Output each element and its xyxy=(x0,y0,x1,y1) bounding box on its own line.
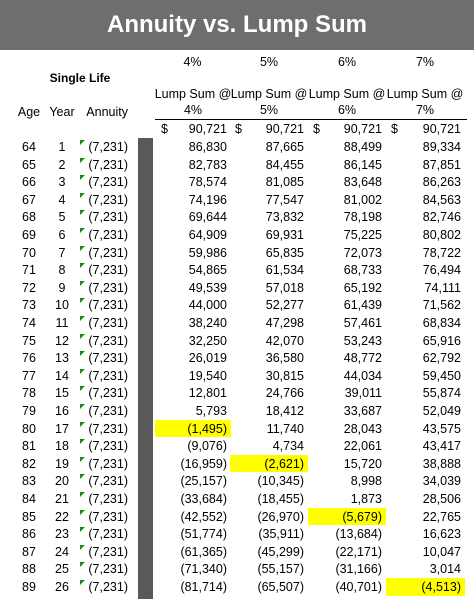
year-cell: 22 xyxy=(55,509,69,524)
lump-sum-value-cell: 54,865 xyxy=(188,263,227,278)
lump-sum-value-cell: (1,495) xyxy=(187,421,227,436)
lump-sum-value-cell: 64,909 xyxy=(188,228,227,242)
lump-sum-value-cell: 78,722 xyxy=(422,245,461,260)
lump-sum-value-cell: 8,998 xyxy=(350,474,382,489)
lump-sum-value-cell: 76,494 xyxy=(422,263,461,278)
year-cell: 19 xyxy=(55,456,69,471)
annuity-cell: (7,231) xyxy=(88,280,128,295)
lump-sum-value-cell: 84,455 xyxy=(265,157,304,172)
age-cell: 73 xyxy=(22,298,36,313)
annuity-cell: (7,231) xyxy=(88,456,128,471)
currency-4: $ xyxy=(161,122,168,136)
lump-sum-value-cell: 10,047 xyxy=(422,544,461,559)
annuity-cell: (7,231) xyxy=(88,333,128,348)
year-cell: 20 xyxy=(55,474,69,489)
lump-sum-value-cell: 1,873 xyxy=(350,492,382,506)
lump-sum-value-cell: 49,539 xyxy=(188,280,227,295)
lump-sum-value-cell: 83,648 xyxy=(343,175,382,190)
lump-sum-value-cell: (22,171) xyxy=(335,544,382,559)
year-cell: 25 xyxy=(55,562,69,577)
age-cell: 82 xyxy=(22,456,36,471)
lump-sum-value-cell: (45,299) xyxy=(257,544,304,559)
year-cell: 17 xyxy=(55,421,69,436)
lump-sum-value-cell: 47,298 xyxy=(265,316,304,330)
lump-sum-value-cell: 59,986 xyxy=(188,245,227,260)
lump-sum-value-cell: 65,192 xyxy=(343,280,382,295)
lump-sum-value-cell: 87,665 xyxy=(265,140,304,154)
lump-sum-value-cell: (55,157) xyxy=(257,562,304,577)
age-cell: 83 xyxy=(22,474,36,489)
age-cell: 75 xyxy=(22,333,36,348)
year-cell: 12 xyxy=(55,333,69,348)
annuity-cell: (7,231) xyxy=(88,474,128,489)
year-cell: 16 xyxy=(55,404,69,418)
lump-header-6-line1: Lump Sum @ xyxy=(308,87,386,101)
lump-sum-value-cell: 4,734 xyxy=(272,439,304,454)
lump-sum-value-cell: 84,563 xyxy=(422,192,461,207)
lump-sum-value-cell: 22,765 xyxy=(422,509,461,524)
lump-sum-value-cell: (81,714) xyxy=(180,580,227,594)
lump-sum-value-cell: 87,851 xyxy=(422,157,461,172)
lump-sum-value-cell: (40,701) xyxy=(335,580,382,594)
lump-sum-value-cell: (16,959) xyxy=(180,456,227,471)
lump-sum-value-cell: 61,439 xyxy=(343,298,382,313)
year-cell: 14 xyxy=(55,368,69,383)
lump-sum-value-cell: 28,506 xyxy=(422,492,461,506)
lump-sum-value-cell: 18,412 xyxy=(265,404,304,418)
single-life-label: Single Life xyxy=(49,71,111,85)
annuity-cell: (7,231) xyxy=(88,228,128,242)
lump-amount-6: 90,721 xyxy=(343,122,382,136)
age-cell: 72 xyxy=(22,280,36,295)
age-cell: 76 xyxy=(22,351,36,366)
year-cell: 9 xyxy=(58,280,66,295)
lump-sum-value-cell: 33,687 xyxy=(343,404,382,418)
lump-sum-value-cell: 80,802 xyxy=(422,228,461,242)
lump-header-4-line2: 4% xyxy=(183,103,203,117)
lump-sum-value-cell: 38,888 xyxy=(422,456,461,471)
annuity-cell: (7,231) xyxy=(88,562,128,577)
lump-sum-value-cell: 30,815 xyxy=(265,368,304,383)
lump-amount-5: 90,721 xyxy=(265,122,304,136)
currency-7: $ xyxy=(391,122,398,136)
age-cell: 70 xyxy=(22,245,36,260)
lump-sum-value-cell: (25,157) xyxy=(180,474,227,489)
lump-sum-value-cell: (26,970) xyxy=(257,509,304,524)
lump-sum-value-cell: 68,733 xyxy=(343,263,382,278)
age-cell: 71 xyxy=(22,263,36,278)
lump-sum-value-cell: (10,345) xyxy=(257,474,304,489)
lump-sum-value-cell: (33,684) xyxy=(180,492,227,506)
year-header: Year xyxy=(49,105,75,119)
lump-sum-value-cell: 48,772 xyxy=(343,351,382,366)
lump-sum-value-cell: 89,334 xyxy=(422,140,461,154)
year-cell: 3 xyxy=(58,175,66,190)
lump-sum-value-cell: 22,061 xyxy=(343,439,382,454)
annuity-header: Annuity xyxy=(86,105,128,119)
lump-sum-value-cell: (2,621) xyxy=(264,456,304,471)
lump-header-4-line1: Lump Sum @ xyxy=(154,87,232,101)
lump-sum-value-cell: 61,534 xyxy=(265,263,304,278)
lump-header-7-line2: 7% xyxy=(415,103,435,117)
lump-sum-value-cell: 72,073 xyxy=(343,245,382,260)
annuity-cell: (7,231) xyxy=(88,157,128,172)
annuity-cell: (7,231) xyxy=(88,245,128,260)
lump-sum-value-cell: 32,250 xyxy=(188,333,227,348)
lump-sum-value-cell: 42,070 xyxy=(265,333,304,348)
lump-sum-value-cell: 12,801 xyxy=(188,386,227,401)
header-underline xyxy=(155,119,467,120)
lump-sum-value-cell: 26,019 xyxy=(188,351,227,366)
lump-sum-value-cell: 73,832 xyxy=(265,210,304,225)
age-cell: 87 xyxy=(22,544,36,559)
age-cell: 68 xyxy=(22,210,36,225)
age-cell: 67 xyxy=(22,192,36,207)
lump-sum-value-cell: 44,034 xyxy=(343,368,382,383)
lump-sum-value-cell: 57,018 xyxy=(265,280,304,295)
lump-sum-value-cell: 52,049 xyxy=(422,404,461,418)
lump-sum-value-cell: 28,043 xyxy=(343,421,382,436)
lump-sum-value-cell: (35,911) xyxy=(258,527,304,542)
annuity-cell: (7,231) xyxy=(88,439,128,454)
year-cell: 26 xyxy=(55,580,69,594)
lump-sum-value-cell: (4,513) xyxy=(421,580,461,594)
lump-sum-value-cell: (42,552) xyxy=(180,509,227,524)
lump-header-7-line1: Lump Sum @ xyxy=(386,87,464,101)
lump-sum-value-cell: 16,623 xyxy=(422,527,461,542)
page-title: Annuity vs. Lump Sum xyxy=(106,11,367,38)
rate-label-5: 5% xyxy=(259,55,279,69)
lump-sum-value-cell: 68,834 xyxy=(422,316,461,330)
lump-sum-value-cell: 57,461 xyxy=(343,316,382,330)
age-header: Age xyxy=(17,105,41,119)
age-cell: 84 xyxy=(22,492,36,506)
age-cell: 86 xyxy=(22,527,36,542)
age-cell: 78 xyxy=(22,386,36,401)
separator-column xyxy=(138,138,153,599)
lump-sum-value-cell: (13,684) xyxy=(335,527,382,542)
rate-label-4: 4% xyxy=(183,55,202,69)
year-cell: 4 xyxy=(58,192,66,207)
year-cell: 21 xyxy=(55,492,69,506)
lump-sum-value-cell: (18,455) xyxy=(257,492,304,506)
lump-sum-value-cell: 52,277 xyxy=(265,298,304,313)
lump-sum-value-cell: 38,240 xyxy=(188,316,227,330)
lump-sum-value-cell: 39,011 xyxy=(344,386,382,401)
annuity-cell: (7,231) xyxy=(88,368,128,383)
lump-sum-value-cell: (51,774) xyxy=(180,527,227,542)
age-cell: 69 xyxy=(22,228,36,242)
year-cell: 2 xyxy=(58,157,66,172)
lump-sum-value-cell: 43,417 xyxy=(422,439,461,454)
lump-sum-value-cell: 62,792 xyxy=(422,351,461,366)
year-cell: 7 xyxy=(58,245,66,260)
age-cell: 77 xyxy=(22,368,36,383)
age-cell: 64 xyxy=(22,140,36,154)
lump-sum-value-cell: 75,225 xyxy=(343,228,382,242)
annuity-cell: (7,231) xyxy=(88,316,128,330)
annuity-cell: (7,231) xyxy=(88,192,128,207)
age-cell: 88 xyxy=(22,562,36,577)
year-cell: 5 xyxy=(58,210,66,225)
annuity-cell: (7,231) xyxy=(88,263,128,278)
lump-header-6-line2: 6% xyxy=(337,103,357,117)
lump-sum-value-cell: 19,540 xyxy=(188,368,227,383)
lump-sum-value-cell: 77,547 xyxy=(265,192,304,207)
lump-sum-value-cell: 88,499 xyxy=(343,140,382,154)
lump-sum-value-cell: 24,766 xyxy=(265,386,304,401)
annuity-cell: (7,231) xyxy=(88,210,128,225)
lump-sum-value-cell: 74,111 xyxy=(424,280,461,295)
annuity-cell: (7,231) xyxy=(88,421,128,436)
lump-sum-value-cell: 78,198 xyxy=(343,210,382,225)
annuity-cell: (7,231) xyxy=(88,544,128,559)
lump-sum-value-cell: (71,340) xyxy=(180,562,227,577)
lump-sum-value-cell: 5,793 xyxy=(195,404,227,418)
annuity-cell: (7,231) xyxy=(88,404,128,418)
lump-header-5-line1: Lump Sum @ xyxy=(230,87,308,101)
spreadsheet xyxy=(0,50,474,599)
lump-sum-value-cell: 74,196 xyxy=(188,192,227,207)
lump-sum-value-cell: 11,740 xyxy=(266,421,304,436)
lump-sum-value-cell: 43,575 xyxy=(422,421,461,436)
annuity-cell: (7,231) xyxy=(88,527,128,542)
lump-sum-value-cell: (65,507) xyxy=(257,580,304,594)
annuity-cell: (7,231) xyxy=(88,140,128,154)
lump-sum-value-cell: 55,874 xyxy=(422,386,461,401)
lump-amount-4: 90,721 xyxy=(188,122,227,136)
rate-label-6: 6% xyxy=(337,55,357,69)
age-cell: 85 xyxy=(22,509,36,524)
year-cell: 10 xyxy=(55,298,69,313)
lump-sum-value-cell: 34,039 xyxy=(422,474,461,489)
age-cell: 81 xyxy=(22,439,36,454)
lump-sum-value-cell: 81,085 xyxy=(265,175,304,190)
currency-6: $ xyxy=(313,122,320,136)
lump-sum-value-cell: 82,783 xyxy=(188,157,227,172)
lump-sum-value-cell: (5,679) xyxy=(342,509,382,524)
lump-sum-value-cell: 82,746 xyxy=(422,210,461,225)
age-cell: 80 xyxy=(22,421,36,436)
annuity-cell: (7,231) xyxy=(88,509,128,524)
lump-sum-value-cell: 86,830 xyxy=(188,140,227,154)
lump-sum-value-cell: 71,562 xyxy=(422,298,461,313)
annuity-cell: (7,231) xyxy=(88,175,128,190)
lump-amount-7: 90,721 xyxy=(422,122,461,136)
lump-header-5-line2: 5% xyxy=(259,103,279,117)
annuity-cell: (7,231) xyxy=(88,298,128,313)
annuity-cell: (7,231) xyxy=(88,492,128,506)
year-cell: 23 xyxy=(55,527,69,542)
annuity-cell: (7,231) xyxy=(88,351,128,366)
rate-label-7: 7% xyxy=(415,55,435,69)
age-cell: 66 xyxy=(22,175,36,190)
year-cell: 15 xyxy=(55,386,69,401)
lump-sum-value-cell: 53,243 xyxy=(343,333,382,348)
year-cell: 1 xyxy=(58,140,66,154)
currency-5: $ xyxy=(235,122,242,136)
lump-sum-value-cell: (31,166) xyxy=(335,562,382,577)
title-banner xyxy=(0,0,474,50)
lump-sum-value-cell: 81,002 xyxy=(343,192,382,207)
age-cell: 79 xyxy=(22,404,36,418)
lump-sum-value-cell: 65,916 xyxy=(422,333,461,348)
year-cell: 6 xyxy=(58,228,66,242)
year-cell: 11 xyxy=(55,316,69,330)
lump-sum-value-cell: 69,644 xyxy=(188,210,227,225)
lump-sum-value-cell: 3,014 xyxy=(429,562,461,577)
year-cell: 8 xyxy=(58,263,66,278)
annuity-cell: (7,231) xyxy=(88,386,128,401)
lump-sum-value-cell: 69,931 xyxy=(265,228,304,242)
age-cell: 89 xyxy=(22,580,36,594)
lump-sum-value-cell: 86,145 xyxy=(343,157,382,172)
lump-sum-value-cell: 15,720 xyxy=(343,456,382,471)
lump-sum-value-cell: 65,835 xyxy=(265,245,304,260)
year-cell: 13 xyxy=(55,351,69,366)
lump-sum-value-cell: (9,076) xyxy=(187,439,227,454)
lump-sum-value-cell: (61,365) xyxy=(180,544,227,559)
year-cell: 24 xyxy=(55,544,69,559)
lump-sum-value-cell: 59,450 xyxy=(422,368,461,383)
annuity-cell: (7,231) xyxy=(88,580,128,594)
age-cell: 65 xyxy=(22,157,36,172)
lump-sum-value-cell: 36,580 xyxy=(265,351,304,366)
lump-sum-value-cell: 86,263 xyxy=(422,175,461,190)
year-cell: 18 xyxy=(55,439,69,454)
age-cell: 74 xyxy=(22,316,36,330)
lump-sum-value-cell: 78,574 xyxy=(188,175,227,190)
lump-sum-value-cell: 44,000 xyxy=(188,298,227,313)
